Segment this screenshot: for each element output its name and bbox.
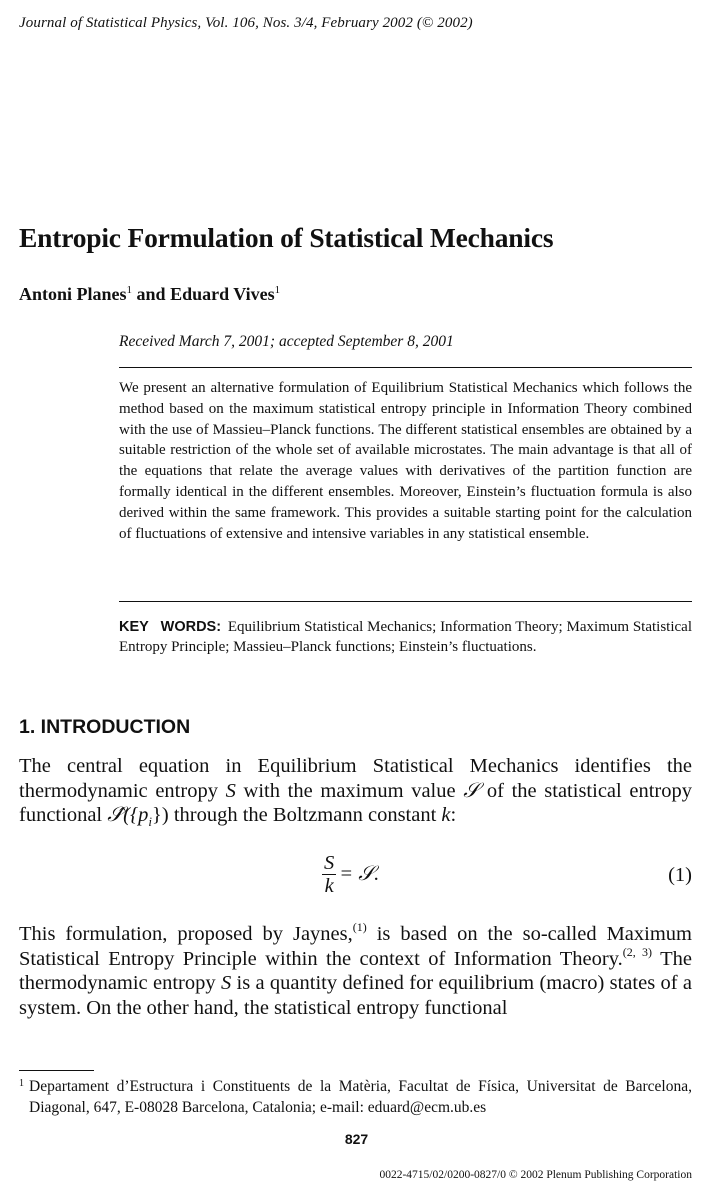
entropy-functional-symbol: $𝒮̂(\{p_i\})$ <box>107 804 169 830</box>
footnote-mark: 1 <box>19 1078 24 1089</box>
citation-mark: (2, 3) <box>622 944 653 959</box>
footnote-text: Departament d’Estructura i Constituents de la Matèria, Facultat de Física, Universitat de Barcelona, Diagonal, 647, E-08028 Barcelona, Catalonia; e-mail: eduard@ecm.ub.es <box>29 1078 692 1116</box>
affiliation-footnote <box>19 1076 692 1118</box>
author-name: Antoni Planes <box>19 284 127 304</box>
entropy-symbol: S <box>225 779 236 802</box>
keywords-label: KEY WORDS: <box>119 619 222 635</box>
author-separator: and <box>132 284 171 304</box>
citation-mark: (1) <box>352 920 367 934</box>
intro-paragraph: The central equation in Equilibrium Statistical Mechanics identifies the thermodynamic entropy S with the maximum value 𝒮 of the statistical entropy functional $𝒮̂(\{p_i\})$ through the Boltzmann constant k: <box>19 755 693 830</box>
author-name: Eduard Vives <box>170 284 275 304</box>
received-dates: Received March 7, 2001; accepted September 8, 2001 <box>119 333 454 350</box>
max-entropy-symbol: 𝒮 <box>463 779 480 802</box>
paper-title: Entropic Formulation of Statistical Mechanics <box>19 222 554 253</box>
page-number: 827 <box>344 1131 369 1147</box>
journal-citation: Journal of Statistical Physics, Vol. 106, Nos. 3/4, February 2002 (© 2002) <box>19 15 473 31</box>
section-heading: 1. INTRODUCTION <box>19 716 191 738</box>
affiliation-mark: 1 <box>274 284 281 296</box>
equation-denominator: k <box>324 874 334 897</box>
equation-rhs: = 𝒮. <box>339 862 380 885</box>
abstract-top-rule <box>119 367 692 368</box>
abstract: We present an alternative formulation of Equilibrium Statistical Mechanics which follows the method based on the maximum statistical entropy principle in Information Theory combined with the use of Massieu–Planck functions. The different statistical ensembles are obtained by a suitable restriction of the whole set of available microstates. The main advantage is that all of the equations that relate the average values with derivatives of the partition function are formally identical in the different ensembles. Moreover, Einstein’s fluctuation formula is also derived within the same framework. This provides a suitable starting point for the calculation of fluctuations of extensive and intensive variables in any statistical ensemble. <box>119 380 692 542</box>
intro-paragraph: This formulation, proposed by Jaynes,$^{(1)}$ is based on the so-called Maximum Statistical Entropy Principle within the context of Information Theory.$^{(2, 3)}$ The thermodynamic entropy S is a quantity defined for equilibrium (macro) states of a system. On the other hand, the statistical entropy functional <box>19 920 693 1019</box>
abstract-bottom-rule <box>119 601 692 602</box>
entropy-symbol: S <box>220 972 232 994</box>
equation-1 <box>322 849 379 899</box>
keywords-block <box>119 617 692 658</box>
author-line <box>19 284 280 305</box>
copyright-line: 0022-4715/02/0200-0827/0 © 2002 Plenum Publishing Corporation <box>379 1169 692 1181</box>
affiliation-mark: 1 <box>126 284 133 296</box>
footnote-rule <box>19 1070 94 1071</box>
equation-numerator: S <box>324 851 335 874</box>
equation-number: (1) <box>668 864 692 886</box>
keywords-text: Equilibrium Statistical Mechanics; Information Theory; Maximum Statistical Entropy Principle; Massieu–Planck functions; Einstein’s fluctuations. <box>119 619 692 656</box>
boltzmann-symbol: k <box>441 804 451 826</box>
equation-fraction <box>322 852 336 897</box>
